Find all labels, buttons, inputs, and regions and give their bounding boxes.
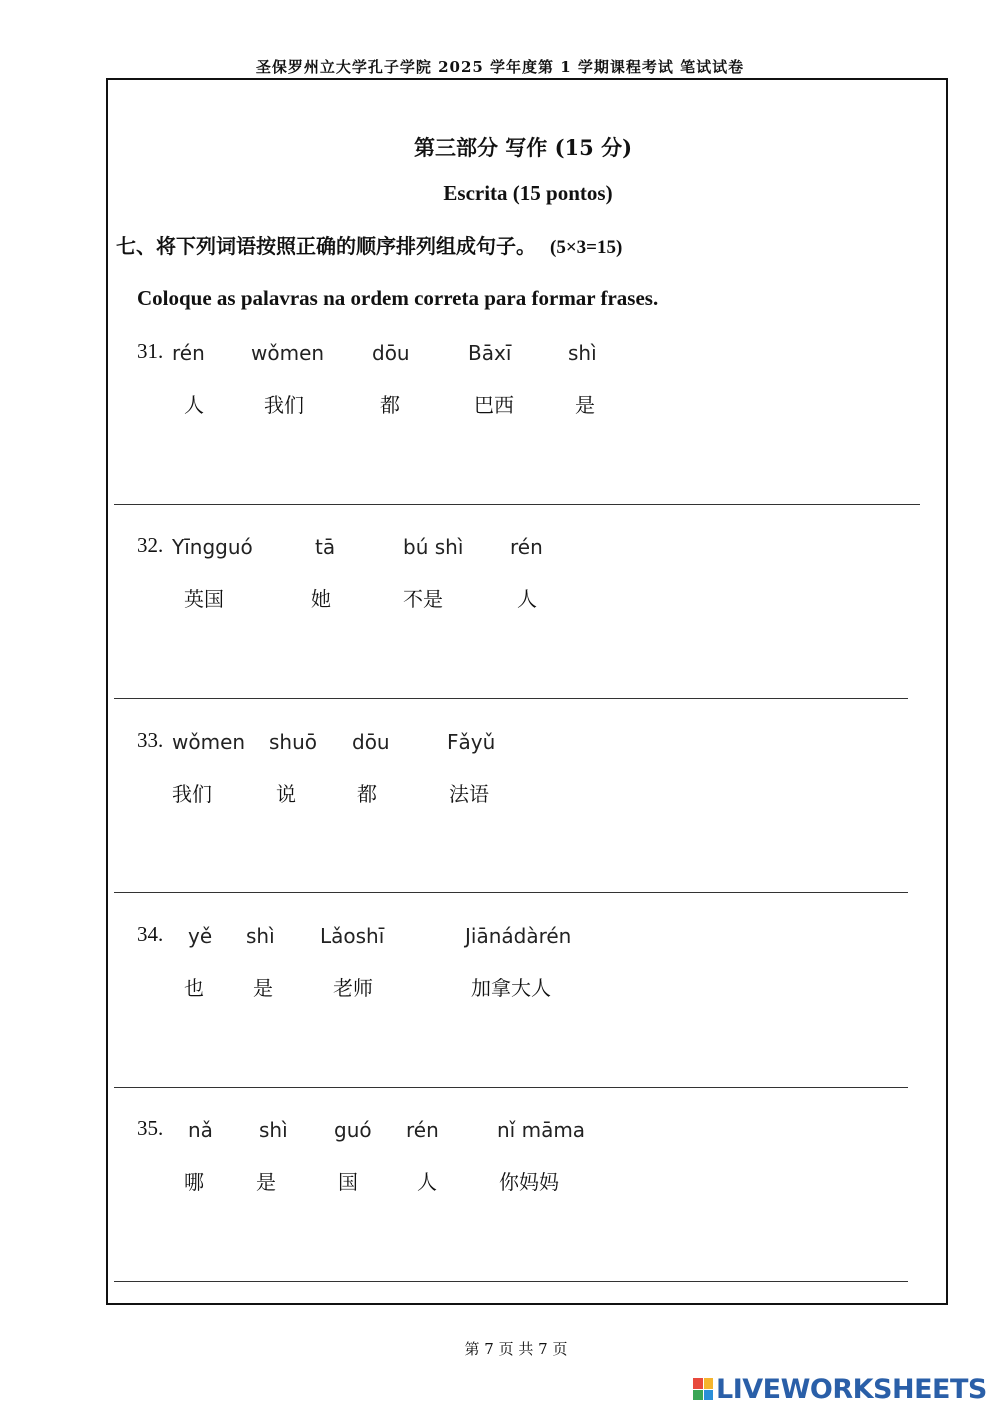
hanzi-word: 国 <box>338 1170 358 1194</box>
pinyin-word: bú shì <box>403 535 464 559</box>
pinyin-word: dōu <box>372 341 410 365</box>
question-31 <box>0 339 1000 499</box>
pinyin-word: rén <box>406 1118 439 1142</box>
pinyin-word: shì <box>568 341 597 365</box>
hanzi-word: 你妈妈 <box>499 1170 559 1194</box>
liveworksheets-logo-text: LIVEWORKSHEETS <box>716 1373 987 1405</box>
pinyin-word: guó <box>334 1118 372 1142</box>
question-35 <box>0 1116 1000 1276</box>
instruction-chinese <box>116 230 622 259</box>
page-footer: 第 7 页 共 7 页 <box>464 1340 568 1358</box>
pinyin-word: nǐ māma <box>497 1118 586 1142</box>
hanzi-word: 人 <box>417 1170 437 1194</box>
hanzi-word: 巴西 <box>474 393 514 417</box>
pinyin-word: nǎ <box>188 1118 213 1142</box>
question-32 <box>0 533 1000 693</box>
hanzi-word: 说 <box>276 782 296 806</box>
answer-line-34[interactable] <box>114 1087 908 1088</box>
pinyin-word: shuō <box>269 730 318 754</box>
pinyin-word: Yīngguó <box>172 535 253 559</box>
pinyin-word: Lǎoshī <box>320 924 385 948</box>
hanzi-word: 是 <box>253 976 273 1000</box>
instruction-portuguese: Coloque as palavras na ordem correta para formar frases. <box>137 286 659 310</box>
pinyin-word: Jiānádàrén <box>465 924 572 948</box>
pinyin-word: Fǎyǔ <box>447 730 496 754</box>
question-number: 32. <box>137 533 164 557</box>
hanzi-word: 人 <box>517 587 537 611</box>
question-number: 31. <box>137 339 164 363</box>
pinyin-word: wǒmen <box>172 730 246 754</box>
question-number: 34. <box>137 922 164 946</box>
question-number: 33. <box>137 728 164 752</box>
hanzi-word: 是 <box>575 393 595 417</box>
answer-line-32[interactable] <box>114 698 908 699</box>
hanzi-word: 我们 <box>172 782 212 806</box>
section-subtitle: Escrita (15 pontos) <box>443 181 613 205</box>
hanzi-word: 哪 <box>184 1170 204 1194</box>
pinyin-word: rén <box>172 341 205 365</box>
hanzi-word: 老师 <box>333 976 373 1000</box>
question-33 <box>0 728 1000 888</box>
section-title: 第三部分 写作 (15 分) <box>413 135 633 160</box>
question-34 <box>0 922 1000 1082</box>
hanzi-word: 都 <box>380 393 400 417</box>
answer-line-33[interactable] <box>114 892 908 893</box>
hanzi-word: 都 <box>357 782 377 806</box>
pinyin-word: yě <box>188 924 213 948</box>
hanzi-word: 法语 <box>449 782 489 806</box>
hanzi-word: 加拿大人 <box>471 976 551 1000</box>
pinyin-word: shì <box>246 924 275 948</box>
liveworksheets-logo-icon <box>693 1378 713 1400</box>
instruction-score: (5×3=15) <box>550 237 623 258</box>
hanzi-word: 人 <box>184 393 204 417</box>
hanzi-word: 也 <box>184 976 204 1000</box>
pinyin-word: shì <box>259 1118 288 1142</box>
exam-header: 圣保罗州立大学孔子学院 2025 学年度第 1 学期课程考试 笔试试卷 <box>255 58 745 76</box>
pinyin-word: Bāxī <box>468 341 512 365</box>
pinyin-word: rén <box>510 535 543 559</box>
pinyin-word: tā <box>315 535 336 559</box>
hanzi-word: 不是 <box>403 587 443 611</box>
hanzi-word: 英国 <box>184 587 224 611</box>
answer-line-31[interactable] <box>114 504 920 505</box>
question-number: 35. <box>137 1116 164 1140</box>
liveworksheets-logo[interactable] <box>693 1374 987 1404</box>
hanzi-word: 她 <box>311 587 331 611</box>
pinyin-word: wǒmen <box>251 341 325 365</box>
hanzi-word: 是 <box>256 1170 276 1194</box>
pinyin-word: dōu <box>352 730 390 754</box>
answer-line-35[interactable] <box>114 1281 908 1282</box>
instruction-chinese-text: 七、将下列词语按照正确的顺序排列组成句子。 <box>116 234 536 258</box>
hanzi-word: 我们 <box>264 393 304 417</box>
